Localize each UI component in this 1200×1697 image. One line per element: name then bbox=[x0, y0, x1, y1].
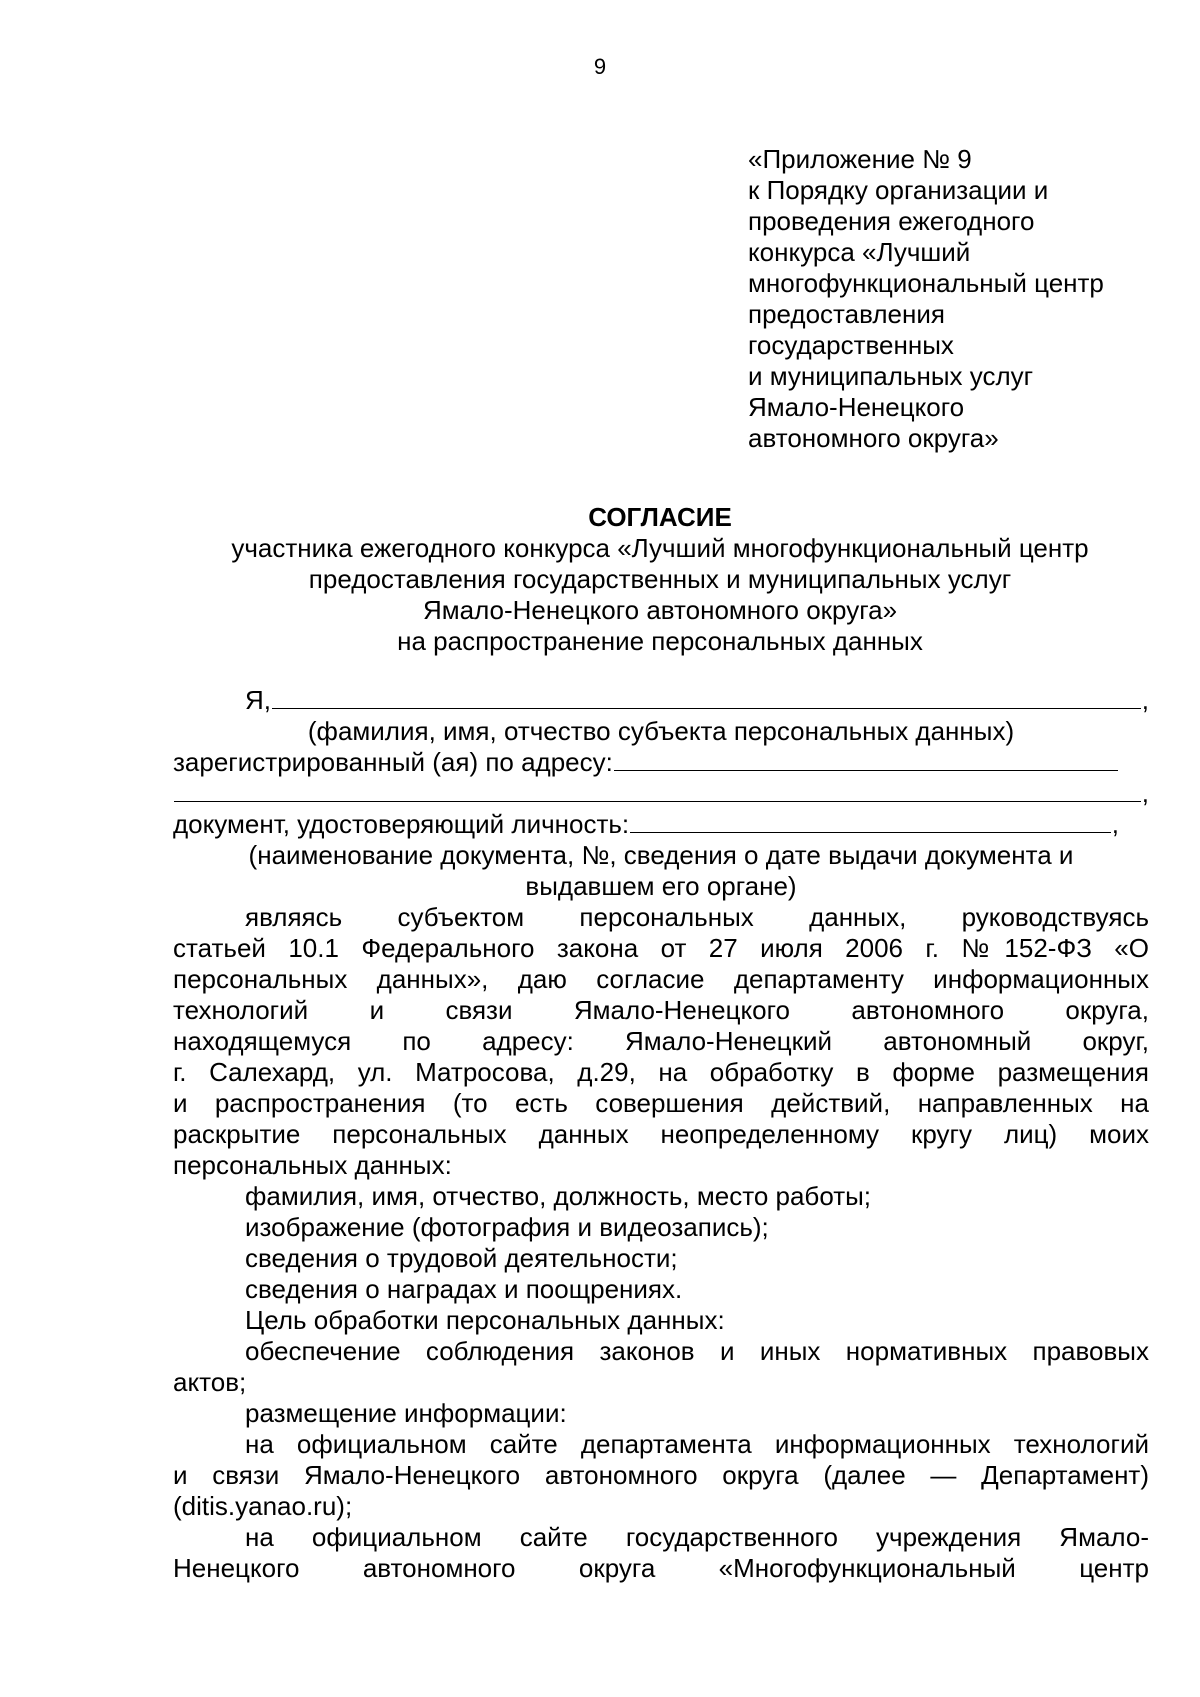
appendix-line: многофункциональный центр bbox=[748, 268, 1104, 298]
purpose-line: актов; bbox=[173, 1367, 247, 1397]
document-blank[interactable] bbox=[630, 810, 1111, 833]
title-line: на распространение персональных данных bbox=[397, 626, 923, 656]
appendix-line: и муниципальных услуг bbox=[748, 361, 1034, 391]
placement-line: на официальном сайте государственного учреждения Ямало- bbox=[245, 1522, 1149, 1552]
consent-line: статьей 10.1 Федерального закона от 27 июля 2006 г. №152-ФЗ «О bbox=[173, 933, 1149, 963]
consent-line: являясь субъектом персональных данных, руководствуясь bbox=[245, 902, 1149, 932]
data-item: сведения о наградах и поощрениях. bbox=[245, 1274, 683, 1304]
address-label: зарегистрированный (ая) по адресу: bbox=[173, 747, 613, 777]
appendix-line: государственных bbox=[748, 330, 954, 360]
appendix-line: к Порядку организации и bbox=[748, 175, 1049, 205]
placement-line: Ненецкого автономного округа «Многофункциональный центр bbox=[173, 1553, 1149, 1583]
appendix-line: конкурса «Лучший bbox=[748, 237, 971, 267]
placement-line: на официальном сайте департамента информационных технологий bbox=[245, 1429, 1149, 1459]
appendix-line: «Приложение № 9 bbox=[748, 144, 972, 174]
data-item: изображение (фотография и видеозапись); bbox=[245, 1212, 769, 1242]
fio-line bbox=[173, 685, 1149, 716]
data-item: фамилия, имя, отчество, должность, место работы; bbox=[245, 1181, 872, 1211]
address-suffix: , bbox=[1141, 778, 1149, 808]
title-line: предоставления государственных и муниципальных услуг bbox=[308, 564, 1012, 594]
document-title bbox=[150, 502, 1170, 657]
data-item: сведения о трудовой деятельности; bbox=[245, 1243, 678, 1273]
document-suffix: , bbox=[1111, 809, 1119, 839]
title-heading: СОГЛАСИЕ bbox=[588, 502, 732, 532]
appendix-line: предоставления bbox=[748, 299, 945, 329]
consent-line: персональных данных: bbox=[173, 1150, 452, 1180]
consent-line: персональных данных», даю согласие департаменту информационных bbox=[173, 964, 1149, 994]
consent-line: технологий и связи Ямало-Ненецкого автономного округа, bbox=[173, 995, 1149, 1025]
appendix-header bbox=[748, 144, 1168, 454]
page-number: 9 bbox=[593, 54, 607, 79]
document-hint: (наименование документа, №, сведения о дате выдачи документа и bbox=[248, 840, 1074, 870]
appendix-line: автономного округа» bbox=[748, 423, 999, 453]
placement-line: и связи Ямало-Ненецкого автономного округа (далее — Департамент) bbox=[173, 1460, 1149, 1490]
data-item: Цель обработки персональных данных: bbox=[245, 1305, 725, 1335]
placement-label: размещение информации: bbox=[245, 1398, 567, 1428]
title-line: участника ежегодного конкурса «Лучший многофункциональный центр bbox=[231, 533, 1089, 563]
fio-hint: (фамилия, имя, отчество субъекта персональных данных) bbox=[307, 716, 1015, 746]
address-line-2 bbox=[173, 778, 1149, 809]
fio-blank[interactable] bbox=[272, 686, 1141, 709]
document-hint: выдавшем его органе) bbox=[525, 871, 797, 901]
document-label: документ, удостоверяющий личность: bbox=[173, 809, 630, 839]
document-body bbox=[173, 685, 1149, 1584]
title-line: Ямало-Ненецкого автономного округа» bbox=[422, 595, 898, 625]
consent-line: и распространения (то есть совершения действий, направленных на bbox=[173, 1088, 1149, 1118]
address-line bbox=[173, 747, 1149, 778]
document-line bbox=[173, 809, 1149, 840]
consent-line: находящемуся по адресу: Ямало-Ненецкий автономный округ, bbox=[173, 1026, 1149, 1056]
consent-line: раскрытие персональных данных неопределенному кругу лиц) моих bbox=[173, 1119, 1149, 1149]
address-blank[interactable] bbox=[614, 748, 1118, 771]
appendix-line: проведения ежегодного bbox=[748, 206, 1035, 236]
address-blank-2[interactable] bbox=[174, 779, 1141, 802]
consent-line: г. Салехард, ул. Матросова, д.29, на обработку в форме размещения bbox=[173, 1057, 1149, 1087]
appendix-line: Ямало-Ненецкого bbox=[748, 392, 965, 422]
placement-line: (ditis.yanao.ru); bbox=[173, 1491, 353, 1521]
i-prefix: Я, bbox=[245, 685, 271, 715]
purpose-line: обеспечение соблюдения законов и иных нормативных правовых bbox=[245, 1336, 1149, 1366]
i-suffix: , bbox=[1141, 685, 1149, 715]
